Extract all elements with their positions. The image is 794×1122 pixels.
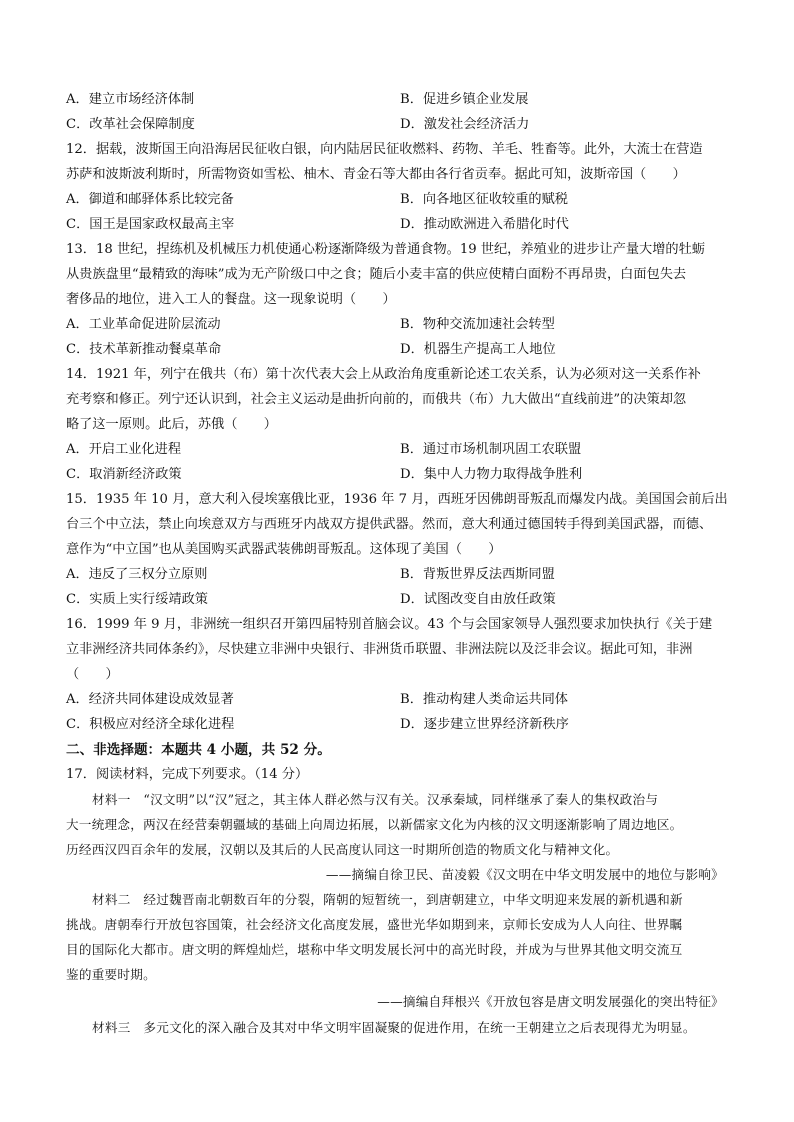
- q12-stem-line2: 苏萨和波斯波利斯时，所需物资如雪松、柚木、青金石等大都由各行省贡奉。据此可知，波斯帝国（ ）: [66, 167, 686, 182]
- q13-option-b: B．物种交流加速社会转型: [400, 317, 555, 332]
- q17-stem: 17．阅读材料，完成下列要求。（14 分）: [66, 767, 309, 782]
- q14-option-c: C．取消新经济政策: [66, 467, 182, 482]
- q16-option-c: C．积极应对经济全球化进程: [66, 717, 235, 732]
- q15-stem-line3: 意作为“中立国”也从美国购买武器武装佛朗哥叛乱。这体现了美国（ ）: [66, 542, 502, 557]
- q14-option-b: B．通过市场机制巩固工农联盟: [400, 442, 582, 457]
- q15-stem-line2: 台三个中立法，禁止向埃意双方与西班牙内战双方提供武器。然而，意大利通过德国转手得到美国武器，而德、: [66, 517, 713, 532]
- material-1-line1: 材料一 “汉文明”以“汉”冠之，其主体人群必然与汉有关。汉承秦域，同样继承了秦人的集权政治与: [92, 792, 659, 807]
- section-heading: 二、非选择题：本题共 4 小题，共 52 分。: [66, 742, 331, 758]
- q16-option-a: A．经济共同体建设成效显著: [66, 692, 234, 707]
- q13-stem-line3: 奢侈品的地位，进入工人的餐盘。这一现象说明（ ）: [66, 292, 396, 307]
- material-2-source: ——摘编自拜根兴《开放包容是唐文明发展强化的突出特征》: [377, 994, 724, 1009]
- material-2-line1: 材料二 经过魏晋南北朝数百年的分裂，隋朝的短暂统一，到唐朝建立，中华文明迎来发展的新机遇和新: [92, 892, 683, 907]
- q13-option-d: D．机器生产提高工人地位: [400, 342, 556, 357]
- q12-option-d: D．推动欧洲进入希腊化时代: [400, 217, 569, 232]
- q16-stem-line2: 立非洲经济共同体条约》，尽快建立非洲中央银行、非洲货币联盟、非洲法院以及泛非会议。据此可知，非洲: [66, 642, 693, 657]
- q14-option-d: D．集中人力物力取得战争胜利: [400, 467, 583, 482]
- q15-option-b: B．背叛世界反法西斯同盟: [400, 567, 555, 582]
- q15-stem-line1: 15．1935 年 10 月，意大利入侵埃塞俄比亚，1936 年 7 月，西班牙因佛朗哥叛乱而爆发内战。美国国会前后出: [66, 492, 728, 507]
- q11-option-b: B．促进乡镇企业发展: [400, 92, 529, 107]
- q13-option-a: A．工业革命促进阶层流动: [66, 317, 221, 332]
- q16-stem-line1: 16．1999 年 9 月，非洲统一组织召开第四届特别首脑会议。43 个与会国家领导人强烈要求加快执行《关于建: [66, 617, 713, 632]
- material-3-line1: 材料三 多元文化的深入融合及其对中华文明牢固凝聚的促进作用，在统一王朝建立之后表现得尤为明显。: [92, 1020, 696, 1035]
- material-1-source: ——摘编自徐卫民、苗凌毅《汉文明在中华文明发展中的地位与影响》: [325, 867, 724, 882]
- q13-stem-line1: 13．18 世纪，捏练机及机械压力机使通心粉逐渐降级为普通食物。19 世纪，养殖业的进步让产量大增的牡蛎: [66, 242, 705, 257]
- q13-stem-line2: 从贵族盘里“最精致的海味”成为无产阶级口中之食；随后小麦丰富的供应使精白面粉不再昂贵，白面包失去: [66, 267, 687, 282]
- q16-option-b: B．推动构建人类命运共同体: [400, 692, 568, 707]
- q16-option-d: D．逐步建立世界经济新秩序: [400, 717, 569, 732]
- q14-option-a: A．开启工业化进程: [66, 442, 182, 457]
- material-2-line3: 目的国际化大都市。唐文明的辉煌灿烂，堪称中华文明发展长河中的高光时段，并成为与世界其他文明交流互: [66, 942, 683, 957]
- q15-option-a: A．违反了三权分立原则: [66, 567, 208, 582]
- q12-stem-line1: 12．据载，波斯国王向沿海居民征收白银，向内陆居民征收燃料、药物、羊毛、牲畜等。此外，大流士在营造: [66, 142, 703, 157]
- material-2-line2: 挑战。唐朝奉行开放包容国策，社会经济文化高度发展，盛世光华如期到来，京师长安成为人人向往、世界瞩: [66, 917, 683, 932]
- q14-stem-line2: 充考察和修正。列宁还认识到，社会主义运动是曲折向前的，而俄共（布）九大做出“直线前进”的决策却忽: [66, 392, 687, 407]
- q12-option-a: A．御道和邮驿体系比较完备: [66, 192, 234, 207]
- material-1-line3: 历经西汉四百余年的发展，汉朝以及其后的人民高度认同这一时期所创造的物质文化与精神文化。: [66, 842, 619, 857]
- q12-option-c: C．国王是国家政权最高主宰: [66, 217, 235, 232]
- q15-option-d: D．试图改变自由放任政策: [400, 592, 556, 607]
- q11-option-a: A．建立市场经济体制: [66, 92, 195, 107]
- material-1-line2: 大一统理念，两汉在经营秦朝疆域的基础上向周边拓展，以新儒家文化为内核的汉文明逐渐影响了周边地区。: [66, 817, 683, 832]
- q14-stem-line3: 略了这一原则。此后，苏俄（ ）: [66, 417, 277, 432]
- q14-stem-line1: 14．1921 年，列宁在俄共（布）第十次代表大会上从政治角度重新论述工农关系，认为必须对这一关系作补: [66, 367, 701, 382]
- q11-option-c: C．改革社会保障制度: [66, 117, 195, 132]
- q13-option-c: C．技术革新推动餐桌革命: [66, 342, 222, 357]
- q12-option-b: B．向各地区征收较重的赋税: [400, 192, 568, 207]
- q11-option-d: D．激发社会经济活力: [400, 117, 530, 132]
- q16-stem-line3: （ ）: [66, 667, 119, 682]
- q15-option-c: C．实质上实行绥靖政策: [66, 592, 208, 607]
- material-2-line4: 鉴的重要时期。: [66, 967, 156, 982]
